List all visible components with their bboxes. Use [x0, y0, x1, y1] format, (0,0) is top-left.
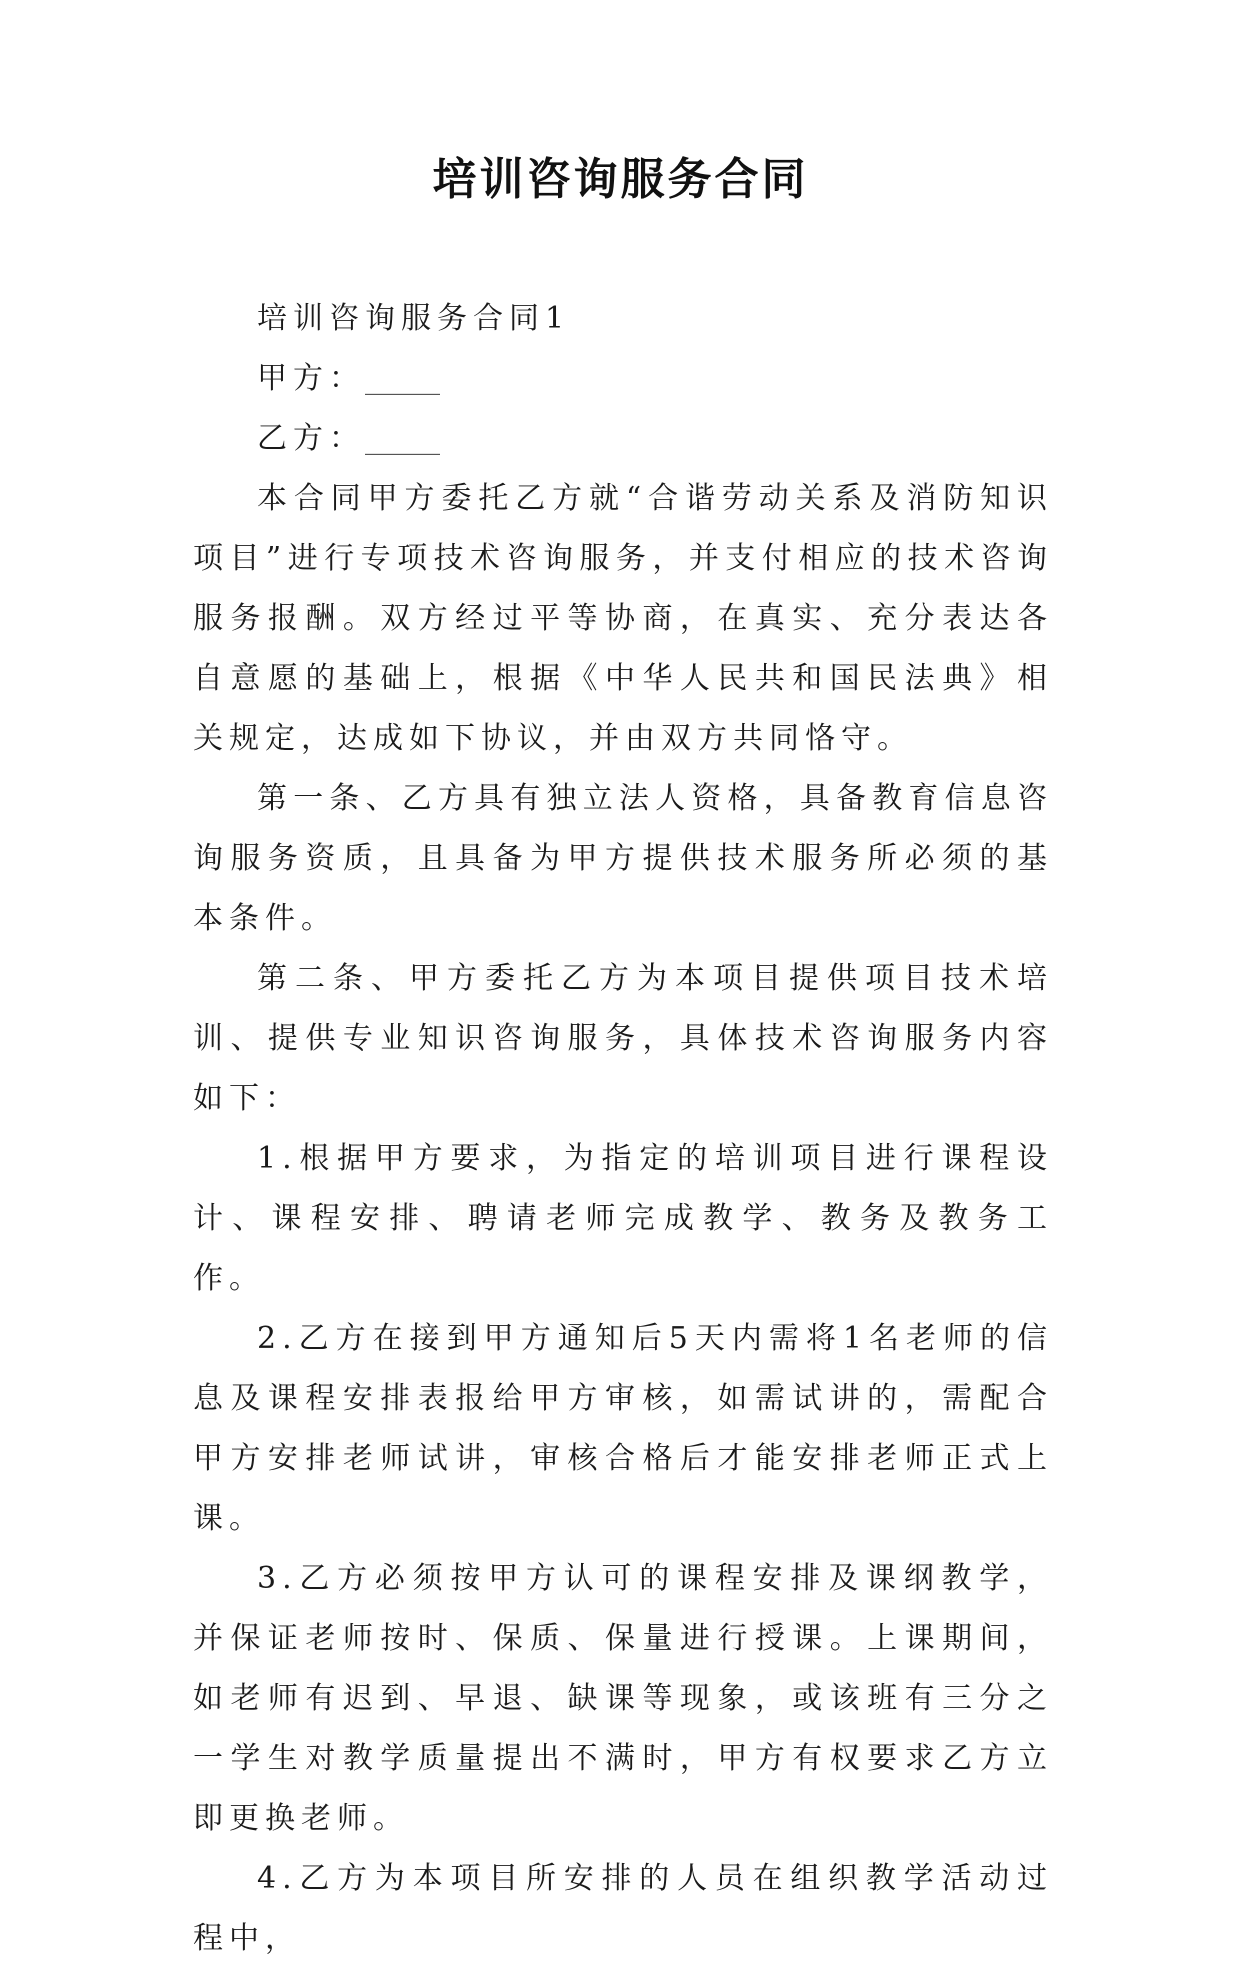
paragraph-article-1: 第一条、乙方具有独立法人资格，具备教育信息咨询服务资质，且具备为甲方提供技术服务所必须的基本条件。	[193, 781, 1053, 936]
party-b-blank: _____	[365, 421, 440, 456]
paragraph-item-4: 4.乙方为本项目所安排的人员在组织教学活动过程中，	[193, 1861, 1053, 1956]
party-a-line	[193, 349, 1053, 409]
paragraph-item-2: 2.乙方在接到甲方通知后5天内需将1名老师的信息及课程安排表报给甲方审核，如需试讲的，需配合甲方安排老师试讲，审核合格后才能安排老师正式上课。	[193, 1321, 1053, 1536]
party-a-label: 甲方：	[257, 361, 365, 396]
document-body	[193, 289, 1053, 1969]
paragraph-preamble: 本合同甲方委托乙方就“合谐劳动关系及消防知识项目”进行专项技术咨询服务，并支付相应的技术咨询服务报酬。双方经过平等协商，在真实、充分表达各自意愿的基础上，根据《中华人民共和国民法典》相关规定，达成如下协议，并由双方共同恪守。	[193, 481, 1053, 756]
party-a-blank: _____	[365, 361, 440, 396]
paragraph-article-2: 第二条、甲方委托乙方为本项目提供项目技术培训、提供专业知识咨询服务，具体技术咨询服务内容如下：	[193, 961, 1053, 1116]
document-subtitle: 培训咨询服务合同1	[257, 301, 571, 336]
party-b-line	[193, 409, 1053, 469]
paragraph-item-3: 3.乙方必须按甲方认可的课程安排及课纲教学，并保证老师按时、保质、保量进行授课。上课期间，如老师有迟到、早退、缺课等现象，或该班有三分之一学生对教学质量提出不满时，甲方有权要求乙方立即更换老师。	[193, 1561, 1053, 1836]
party-b-label: 乙方：	[257, 421, 365, 456]
paragraph-item-1: 1.根据甲方要求，为指定的培训项目进行课程设计、课程安排、聘请老师完成教学、教务及教务工作。	[193, 1141, 1053, 1296]
document-title: 培训咨询服务合同	[432, 154, 809, 205]
